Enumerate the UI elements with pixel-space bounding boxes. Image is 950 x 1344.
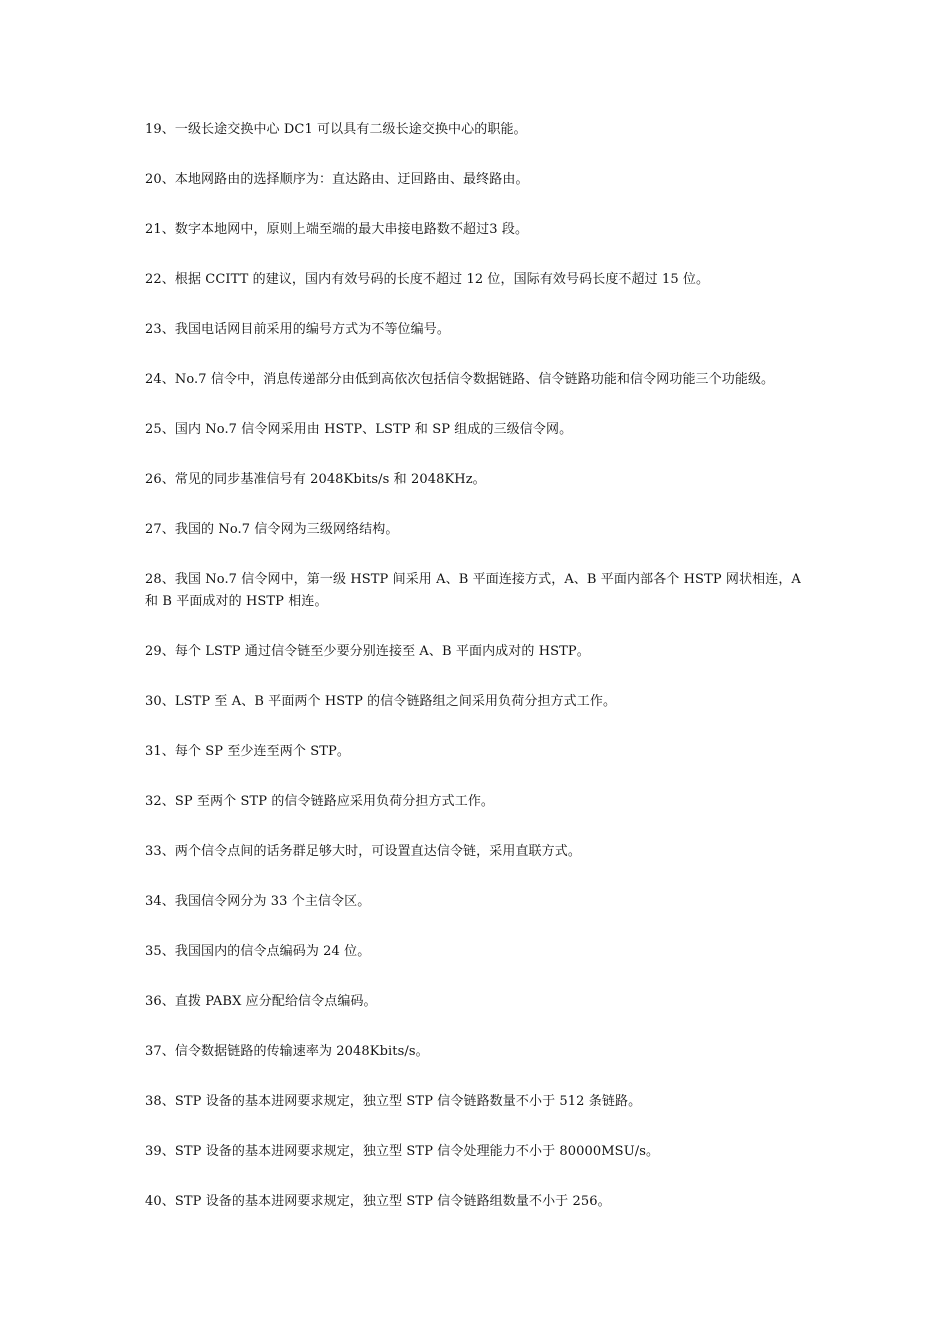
document-body (145, 119, 813, 1241)
list-item: 22、根据 CCITT 的建议，国内有效号码的长度不超过 12 位，国际有效号码长度不超过 15 位。 (145, 272, 710, 287)
list-item: 35、我国国内的信令点编码为 24 位。 (145, 944, 371, 959)
list-item: 26、常见的同步基准信号有 2048Kbits/s 和 2048KHz。 (145, 472, 486, 487)
list-item: 30、LSTP 至 A、B 平面两个 HSTP 的信令链路组之间采用负荷分担方式工作。 (145, 694, 617, 709)
list-item: 37、信令数据链路的传输速率为 2048Kbits/s。 (145, 1044, 429, 1059)
list-item: 19、一级长途交换中心 DC1 可以具有二级长途交换中心的职能。 (145, 122, 527, 137)
list-item: 25、国内 No.7 信令网采用由 HSTP、LSTP 和 SP 组成的三级信令网。 (145, 422, 573, 437)
list-item: 40、STP 设备的基本进网要求规定，独立型 STP 信令链路组数量不小于 256。 (145, 1194, 611, 1209)
list-item: 31、每个 SP 至少连至两个 STP。 (145, 744, 350, 759)
list-item: 33、两个信令点间的话务群足够大时，可设置直达信令链，采用直联方式。 (145, 844, 581, 859)
list-item: 20、本地网路由的选择顺序为：直达路由、迂回路由、最终路由。 (145, 172, 529, 187)
list-item: 36、直拨 PABX 应分配给信令点编码。 (145, 994, 377, 1009)
list-item: 38、STP 设备的基本进网要求规定，独立型 STP 信令链路数量不小于 512 条链路。 (145, 1094, 642, 1109)
list-item: 21、数字本地网中，原则上端至端的最大串接电路数不超过3 段。 (145, 222, 529, 237)
list-item: 32、SP 至两个 STP 的信令链路应采用负荷分担方式工作。 (145, 794, 495, 809)
list-item: 23、我国电话网目前采用的编号方式为不等位编号。 (145, 322, 450, 337)
list-item: 39、STP 设备的基本进网要求规定，独立型 STP 信令处理能力不小于 80000MSU/s。 (145, 1144, 660, 1159)
list-item: 29、每个 LSTP 通过信令链至少要分别连接至 A、B 平面内成对的 HSTP。 (145, 644, 590, 659)
list-item: 34、我国信令网分为 33 个主信令区。 (145, 894, 371, 909)
list-item: 27、我国的 No.7 信令网为三级网络结构。 (145, 522, 399, 537)
list-item: 28、我国 No.7 信令网中，第一级 HSTP 间采用 A、B 平面连接方式，A、B 平面内部各个 HSTP 网状相连，A 和 B 平面成对的 HSTP 相连。 (145, 572, 801, 609)
list-item: 24、No.7 信令中，消息传递部分由低到高依次包括信令数据链路、信令链路功能和信令网功能三个功能级。 (145, 372, 775, 387)
